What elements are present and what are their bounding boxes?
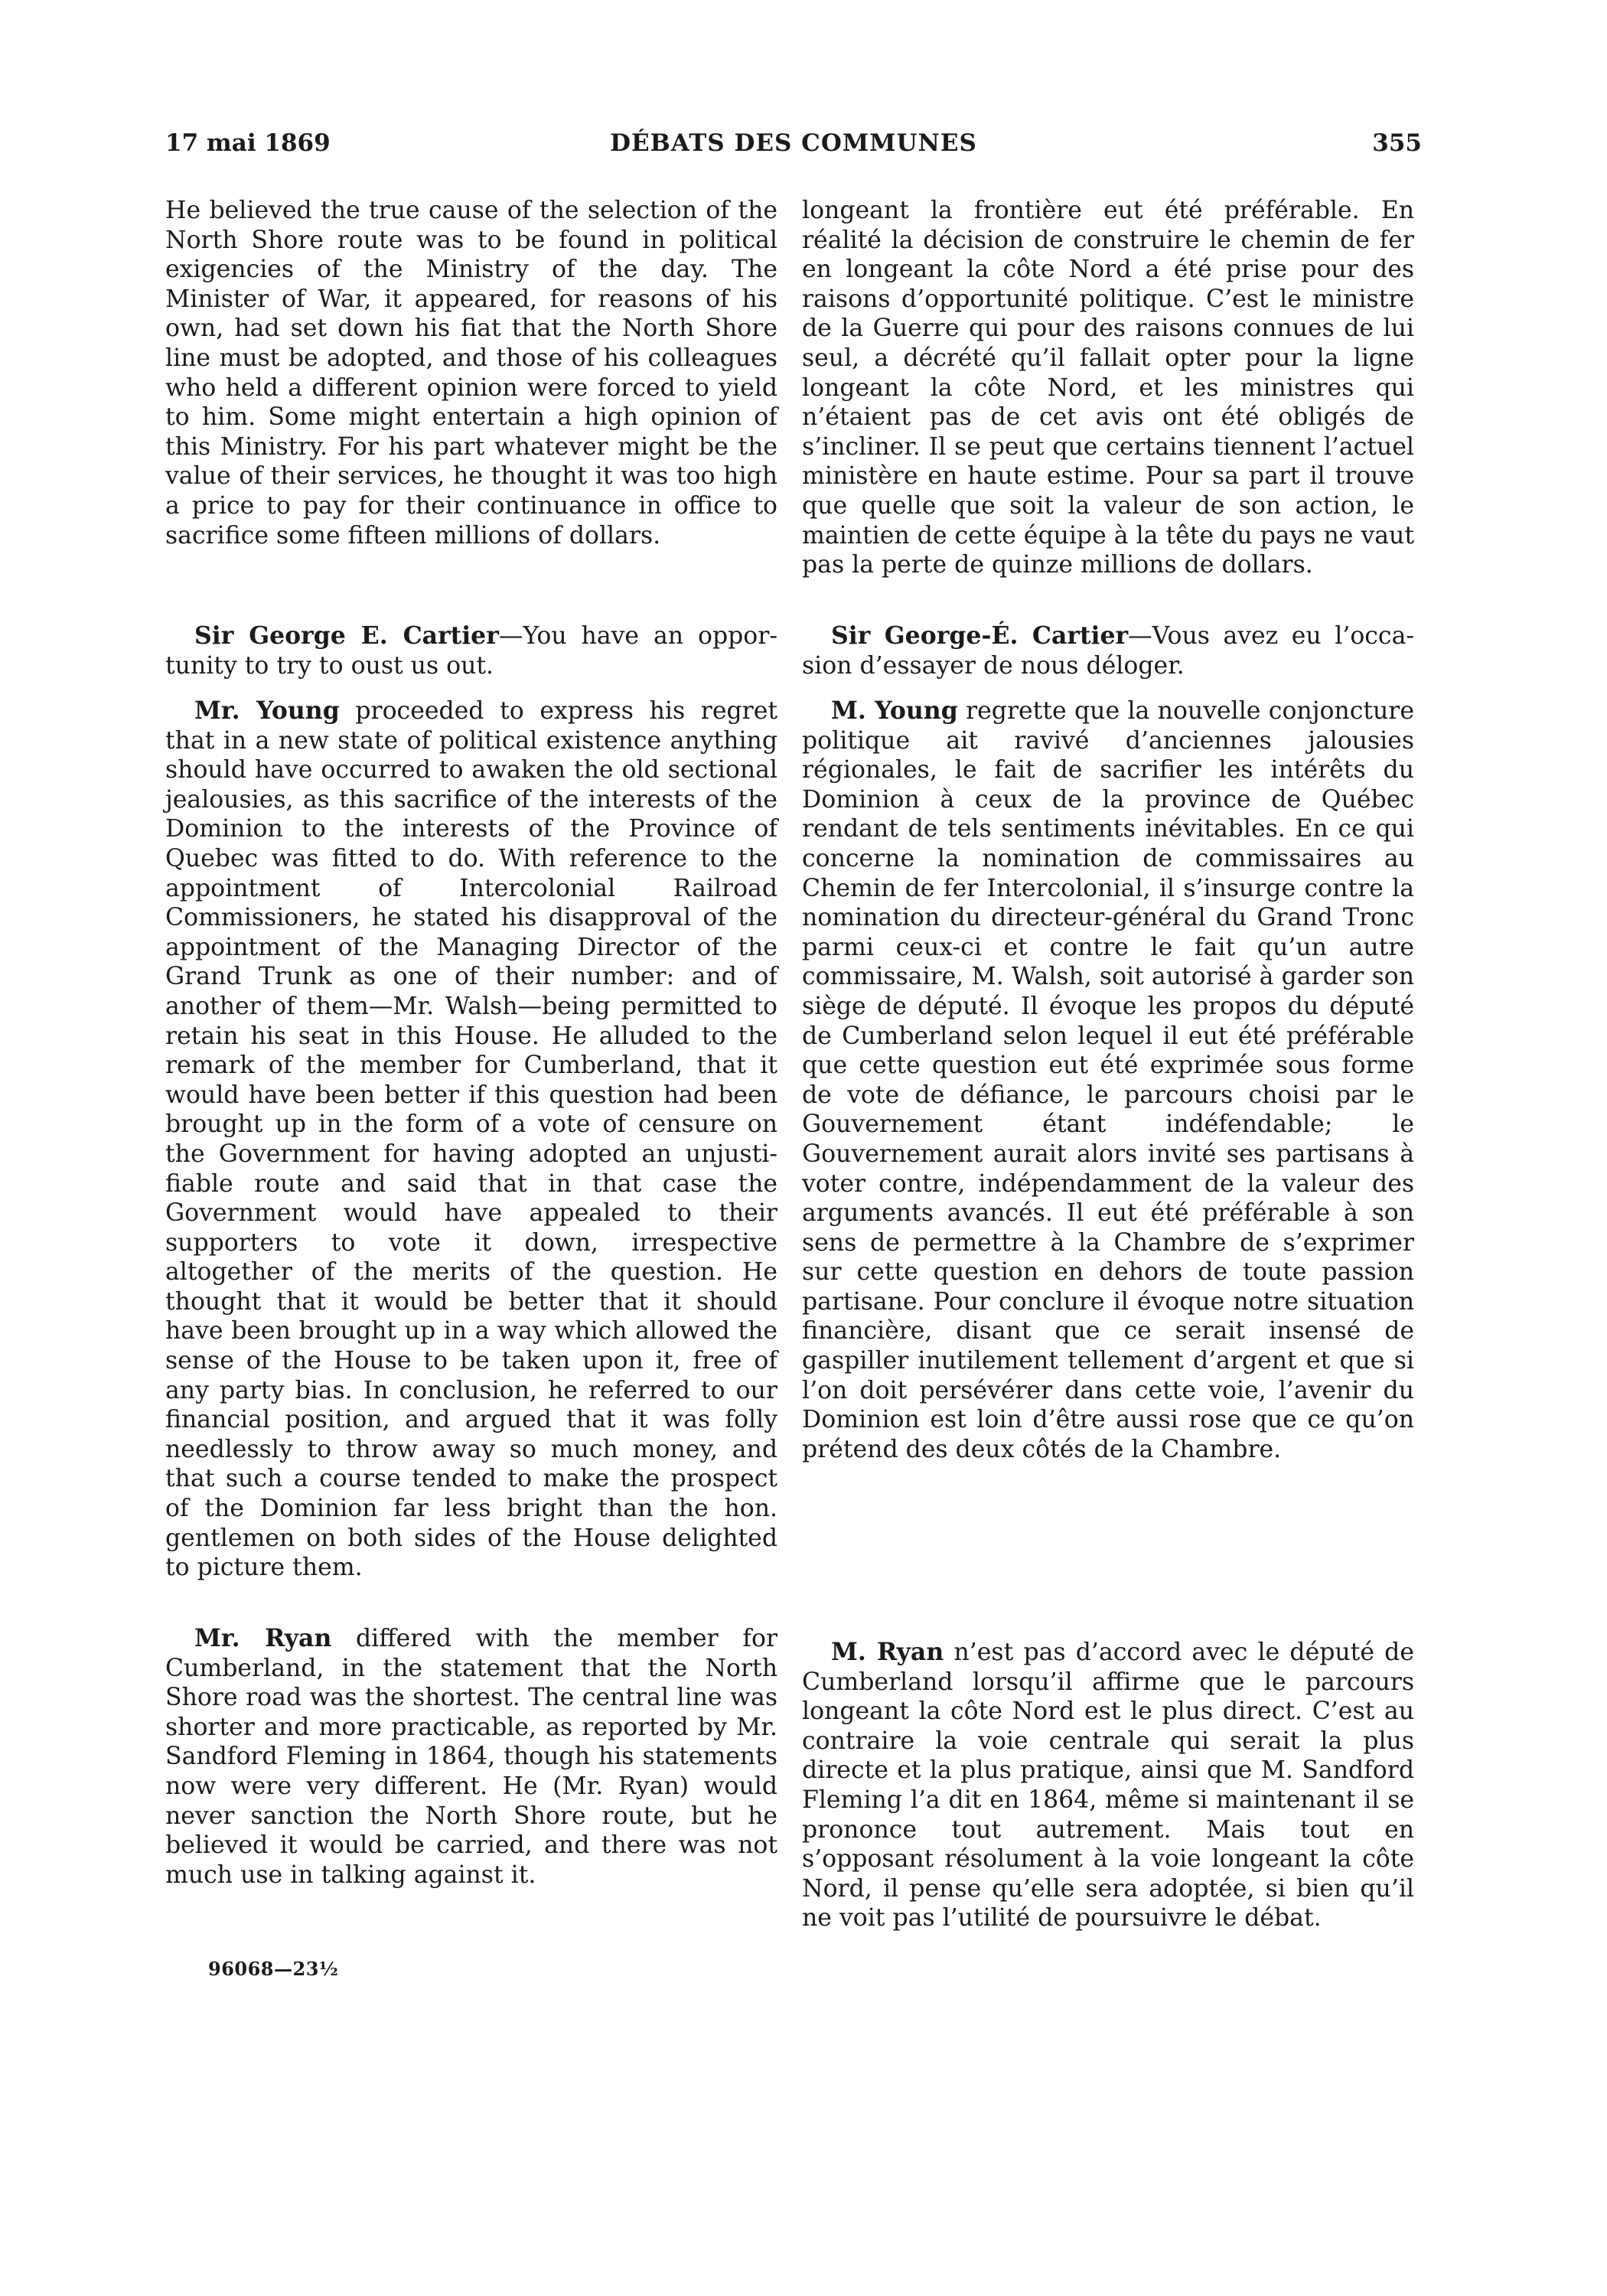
right-ryan-paragraph <box>802 1638 1414 1933</box>
right-young-paragraph <box>802 696 1414 1464</box>
speech-text: —Vous avez eu l’occasion d’essayer de nous déloger. <box>802 622 1415 680</box>
speaker-name: Sir George-É. Cartier <box>831 621 1129 650</box>
speech-text: differed with the member for Cumberland, in the statement that the North Shore road was the shortest. The central line was shorter and more practicable, as reported by Mr. Sandford Fleming in 1864, though his statements now were very different. He (Mr. Ryan) would never sanction the North Shore route, but he believed it would be carried, and there was not much use in talking against it. <box>165 1625 777 1889</box>
document-code: 96068—23½ <box>208 1958 339 1980</box>
header-date: 17 mai 1869 <box>165 129 331 157</box>
speaker-name: M. Young <box>831 696 958 725</box>
speaker-name: Sir George E. Cartier <box>194 621 499 650</box>
speech-text: n’est pas d’accord avec le député de Cumberland lorsqu’il affirme que le parcours longeant la côte Nord est le plus direct. C’est au contraire la voie centrale qui serait la plus directe et la plus pratique, ainsi que M. Sandford Fleming l’a dit en 1864, même si maintenant il se prononce tout autrement. Mais tout en s’opposant résolument à la voie longeant la côte Nord, il pense qu’elle sera adoptée, si bien qu’il ne voit pas l’utilité de poursuivre le débat. <box>802 1639 1414 1932</box>
speech-text: proceeded to express his regret that in a new state of political existence anything should have occurred to awaken the old sectional jealousies, as this sacrifice of the interests of the Dominion to the interests of the Province of Quebec was fitted to do. With reference to the appointment of Intercolonial Railroad Commissioners, he stated his disapproval of the appointment of the Managing Director of the Grand Trunk as one of their number: and of another of them—Mr. Walsh—being permitted to retain his seat in this House. He alluded to the remark of the member for Cumberland, that it would have been better if this question had been brought up in the form of a vote of censure on the Government for having adopted an unjustifiable route and said that in that case the Government would have appealed to their supporters to vote it down, irrespective altogether of the merits of the question. He thought that it would be better that it should have been brought up in a way which allowed the sense of the House to be taken upon it, free of any party bias. In conclusion, he referred to our financial position, and argued that it was folly needlessly to throw away so much money, and that such a course tended to make the prospect of the Dominion far less bright than the hon. gentlemen on both sides of the House delighted to picture them. <box>165 697 777 1582</box>
left-paragraph-1-text: He believed the true cause of the selection of the North Shore route was to be found in political exigencies of the Ministry of the day. The Minister of War, it appeared, for reasons of his own, had set down his fiat that the North Shore line must be adopted, and those of his colleagues who held a different opinion were forced to yield to him. Some might entertain a high opinion of this Ministry. For his part whatever might be the value of their services, he thought it was too high a price to pay for their continuance in office to sacrifice some fifteen millions of dollars. <box>165 197 777 550</box>
page-header <box>165 124 1422 162</box>
speech-text: —You have an opportunity to try to oust us out. <box>165 622 777 680</box>
left-ryan-paragraph <box>165 1624 777 1890</box>
speaker-name: Mr. Ryan <box>194 1624 332 1652</box>
left-young-paragraph <box>165 696 777 1583</box>
right-cartier-paragraph <box>802 621 1414 680</box>
speaker-name: Mr. Young <box>194 696 340 725</box>
left-paragraph-1 <box>165 196 777 550</box>
right-paragraph-1 <box>802 196 1414 580</box>
speaker-name: M. Ryan <box>831 1638 944 1666</box>
header-title: DÉBATS DES COMMUNES <box>610 129 977 157</box>
page-number: 355 <box>1372 129 1422 157</box>
right-paragraph-1-text: longeant la frontière eut été préférable. En réalité la décision de construire le chemin de fer en longeant la côte Nord a été prise pour des raisons d’opportunité politique. C’est le ministre de la Guerre qui pour des raisons connues de lui seul, a décrété qu’il fallait opter pour la ligne longeant la côte Nord, et les ministres qui n’étaient pas de cet avis ont été obligés de s’incliner. Il se peut que certains tiennent l’actuel ministère en haute estime. Pour sa part il trouve que quelle que soit la valeur de son action, le maintien de cette équipe à la tête du pays ne vaut pas la perte de quinze millions de dollars. <box>802 197 1414 579</box>
speech-text: regrette que la nouvelle conjoncture politique ait ravivé d’anciennes jalousies régionales, le fait de sacrifier les intérêts du Dominion à ceux de la province de Québec rendant de tels sentiments inévitables. En ce qui concerne la nomination de commissaires au Chemin de fer Intercolonial, il s’insurge contre la nomination du directeur-général du Grand Tronc parmi ceux-ci et contre le fait qu’un autre commissaire, M. Walsh, soit autorisé à garder son siège de député. Il évoque les propos du député de Cumberland selon lequel il eut été préférable que cette question eut été exprimée sous forme de vote de défiance, le parcours choisi par le Gouvernement étant indéfendable; le Gouvernement aurait alors invité ses partisans à voter contre, indépendamment de la valeur des arguments avancés. Il eut été préférable à son sens de permettre à la Chambre de s’exprimer sur cette question en dehors de toute passion partisane. Pour conclure il évoque notre situation financière, disant que ce serait insensé de gaspiller inutilement tellement d’argent et que si l’on doit persévérer dans cette voie, l’avenir du Dominion est loin d’être aussi rose que ce qu’on prétend des deux côtés de la Chambre. <box>802 697 1414 1463</box>
left-cartier-paragraph <box>165 621 777 680</box>
